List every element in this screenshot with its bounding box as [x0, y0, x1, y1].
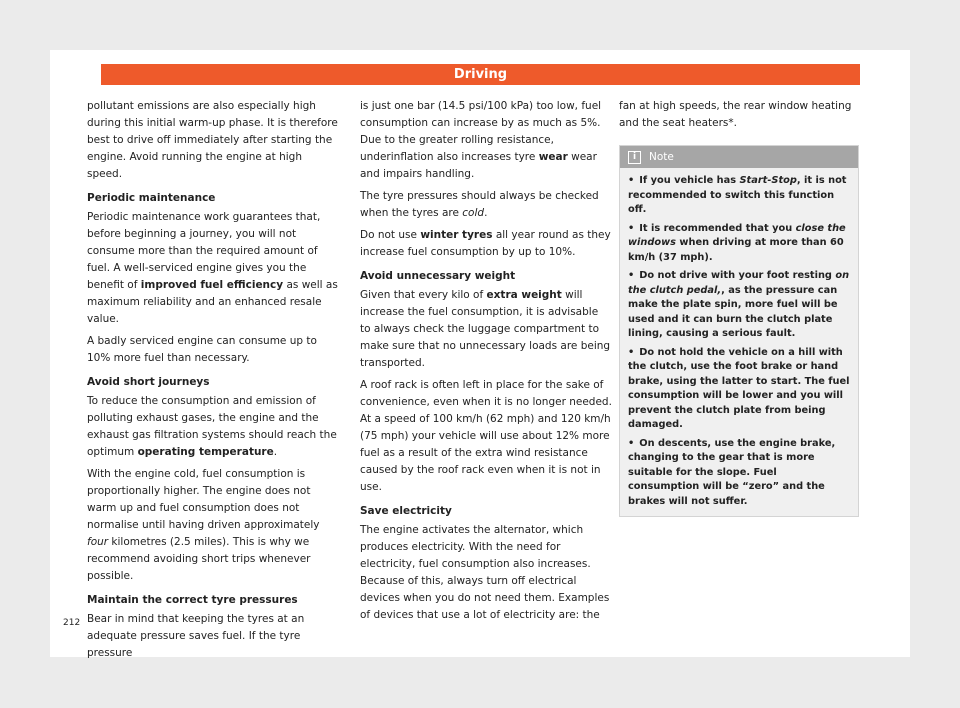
- note-title: Note: [649, 151, 674, 163]
- column-left: [87, 98, 339, 667]
- column-middle: [360, 98, 612, 629]
- manual-page: [50, 50, 910, 657]
- paragraph: With the engine cold, fuel consumption is proportionally higher. The engine does not warm up and fuel consumption does not normalise until having driven approximately four kilometres (2.5 miles). This is why we recommend avoiding short trips whenever possible.: [87, 468, 320, 582]
- paragraph: Do not use winter tyres all year round as they increase fuel consumption by up to 10%.: [360, 229, 611, 258]
- paragraph: is just one bar (14.5 psi/100 kPa) too low, fuel consumption can increase by as much as 5%. Due to the greater rolling resistance, underinflation also increases tyre wear wear and impairs handling.: [360, 100, 602, 180]
- heading-unnecessary-weight: Avoid unnecessary weight: [360, 270, 516, 282]
- paragraph: fan at high speeds, the rear window heating and the seat heaters*.: [619, 100, 852, 129]
- paragraph: The engine activates the alternator, which produces electricity. With the need for electricity, fuel consumption also increases. Because of this, always turn off electrical devices when you do not need them. Examples of devices that use a lot of electricity are: the: [360, 524, 610, 621]
- paragraph: A badly serviced engine can consume up to 10% more fuel than necessary.: [87, 335, 317, 364]
- note-item: • If you vehicle has Start-Stop, it is not recommended to switch this function off.: [628, 174, 850, 218]
- note-item: • It is recommended that you close the windows when driving at more than 60 km/h (37 mph).: [628, 222, 850, 266]
- note-box: [619, 145, 859, 517]
- paragraph: The tyre pressures should always be checked when the tyres are cold.: [360, 190, 599, 219]
- heading-tyre-pressures: Maintain the correct tyre pressures: [87, 594, 298, 606]
- note-item: • Do not hold the vehicle on a hill with the clutch, use the foot brake or hand brake, using the latter to start. The fuel consumption will be lower and you will prevent the clutch plate from being damaged.: [628, 346, 850, 433]
- heading-periodic-maintenance: Periodic maintenance: [87, 192, 216, 204]
- paragraph: Given that every kilo of extra weight will increase the fuel consumption, it is advisable to always check the luggage compartment to make sure that no unnecessary loads are being transported.: [360, 289, 611, 369]
- paragraph: To reduce the consumption and emission of polluting exhaust gases, the engine and the exhaust gas filtration systems should reach the optimum operating temperature.: [87, 395, 337, 458]
- column-right: [619, 98, 859, 517]
- paragraph: pollutant emissions are also especially high during this initial warm-up phase. It is therefore best to drive off immediately after starting the engine. Avoid running the engine at high speed.: [87, 100, 338, 180]
- paragraph: Bear in mind that keeping the tyres at an adequate pressure saves fuel. If the tyre pressure: [87, 613, 305, 659]
- page-number: 212: [63, 618, 81, 628]
- note-item: • Do not drive with your foot resting on the clutch pedal,, as the pressure can make the plate spin, more fuel will be used and it can burn the clutch plate lining, causing a serious fault.: [628, 269, 850, 342]
- paragraph: A roof rack is often left in place for the sake of convenience, even when it is no longer needed. At a speed of 100 km/h (62 mph) and 120 km/h (75 mph) your vehicle will use about 12% more fuel as a result of the extra wind resistance caused by the roof rack even when it is not in use.: [360, 379, 612, 493]
- info-icon: i: [628, 151, 641, 164]
- paragraph: Periodic maintenance work guarantees that, before beginning a journey, you will not consume more than the required amount of fuel. A well-serviced engine gives you the benefit of improved fuel efficiency as well as maximum reliability and an enhanced resale value.: [87, 211, 338, 325]
- heading-avoid-short-journeys: Avoid short journeys: [87, 376, 210, 388]
- note-body: [620, 168, 858, 516]
- heading-save-electricity: Save electricity: [360, 505, 452, 517]
- note-header: [620, 146, 858, 168]
- section-header: Driving: [101, 64, 860, 85]
- note-item: • On descents, use the engine brake, changing to the gear that is more suitable for the slope. Fuel consumption will be “zero” and the brakes will not suffer.: [628, 437, 850, 510]
